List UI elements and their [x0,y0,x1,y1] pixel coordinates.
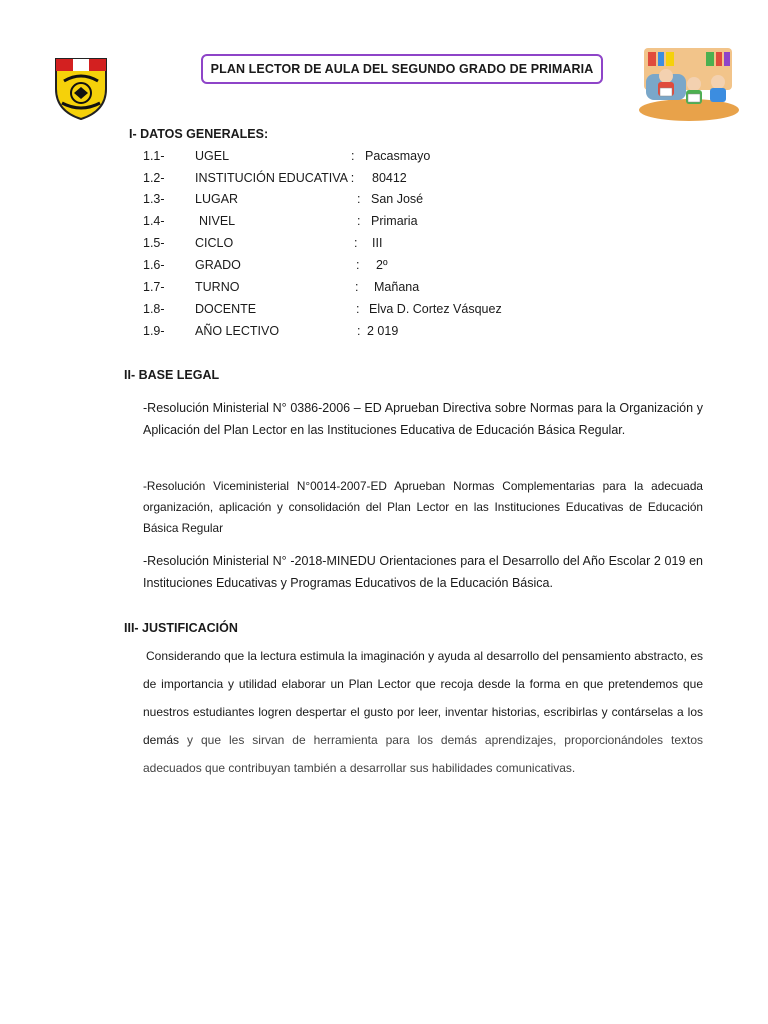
item-value: 2 019 [367,324,399,338]
legal-paragraph-3: -Resolución Ministerial N° -2018-MINEDU Orientaciones para el Desarrollo del Año Escolar 2 019 en Instituciones Educativas y Programas Educativos de la Educación Básica. [143,554,703,590]
item-colon: : [351,149,355,163]
item-number: 1.6- [143,258,165,272]
item-colon: : [357,324,361,338]
item-colon: : [356,258,360,272]
item-number: 1.5- [143,236,165,250]
item-number: 1.1- [143,149,165,163]
legal-paragraph-1: -Resolución Ministerial N° 0386-2006 – ED Aprueban Directiva sobre Normas para la Organización y Aplicación del Plan Lector en las Instituciones Educativa de Educación Básica Regular. [143,401,703,437]
item-colon: : [356,302,360,316]
item-label: INSTITUCIÓN EDUCATIVA : [195,171,355,185]
item-label: NIVEL [199,214,236,228]
section-datos-generales-heading: I- DATOS GENERALES: [129,127,269,141]
item-number: 1.9- [143,324,165,338]
item-colon: : [355,280,359,294]
item-number: 1.8- [143,302,165,316]
item-value: 80412 [372,171,407,185]
item-value: Pacasmayo [365,149,431,163]
item-label: AÑO LECTIVO [195,324,280,338]
item-value: Mañana [374,280,420,294]
item-label: UGEL [195,149,230,163]
item-label: DOCENTE [195,302,257,316]
item-value: Primaria [371,214,418,228]
item-value: 2º [376,258,388,272]
document-title [201,54,603,84]
item-value: III [372,236,383,250]
item-label: LUGAR [195,192,239,206]
item-label: TURNO [195,280,240,294]
document-title-text: PLAN LECTOR DE AULA DEL SEGUNDO GRADO DE PRIMARIA [210,62,594,76]
item-colon: : [354,236,358,250]
item-colon: : [357,214,361,228]
item-number: 1.2- [143,171,165,185]
section-base-legal-heading: II- BASE LEGAL [124,368,220,382]
justification-paragraph [143,642,703,782]
item-label: CICLO [195,236,234,250]
item-colon: : [357,192,361,206]
item-number: 1.3- [143,192,165,206]
item-value: San José [371,192,424,206]
item-number: 1.4- [143,214,165,228]
children-reading-illustration [636,40,742,124]
item-label: GRADO [195,258,241,272]
school-crest-icon [52,55,110,121]
item-value: Elva D. Cortez Vásquez [369,302,502,316]
item-number: 1.7- [143,280,165,294]
justification-text-part1: Considerando que la lectura estimula la imaginación y ayuda al desarrollo del pensamiento abstracto, es de importancia y utilidad elaborar un Plan Lector que recoja desde la forma en que pretendemos que nuestros estudiantes logren despertar el gusto por leer, inventar historias, escribirlas y contárselas a los demás [143,649,703,747]
justification-text-part2: y que les sirvan de herramienta para los demás aprendizajes, proporcionándoles textos adecuados que contribuyan también a desarrollar sus habilidades comunicativas. [143,733,703,775]
section-justificacion-heading: III- JUSTIFICACIÓN [124,621,238,635]
legal-paragraph-2: -Resolución Viceministerial N°0014-2007-ED Aprueban Normas Complementarias para la adecuada organización, aplicación y consolidación del Plan Lector en las Instituciones Educativas de Educación Básica Regular [143,479,703,535]
